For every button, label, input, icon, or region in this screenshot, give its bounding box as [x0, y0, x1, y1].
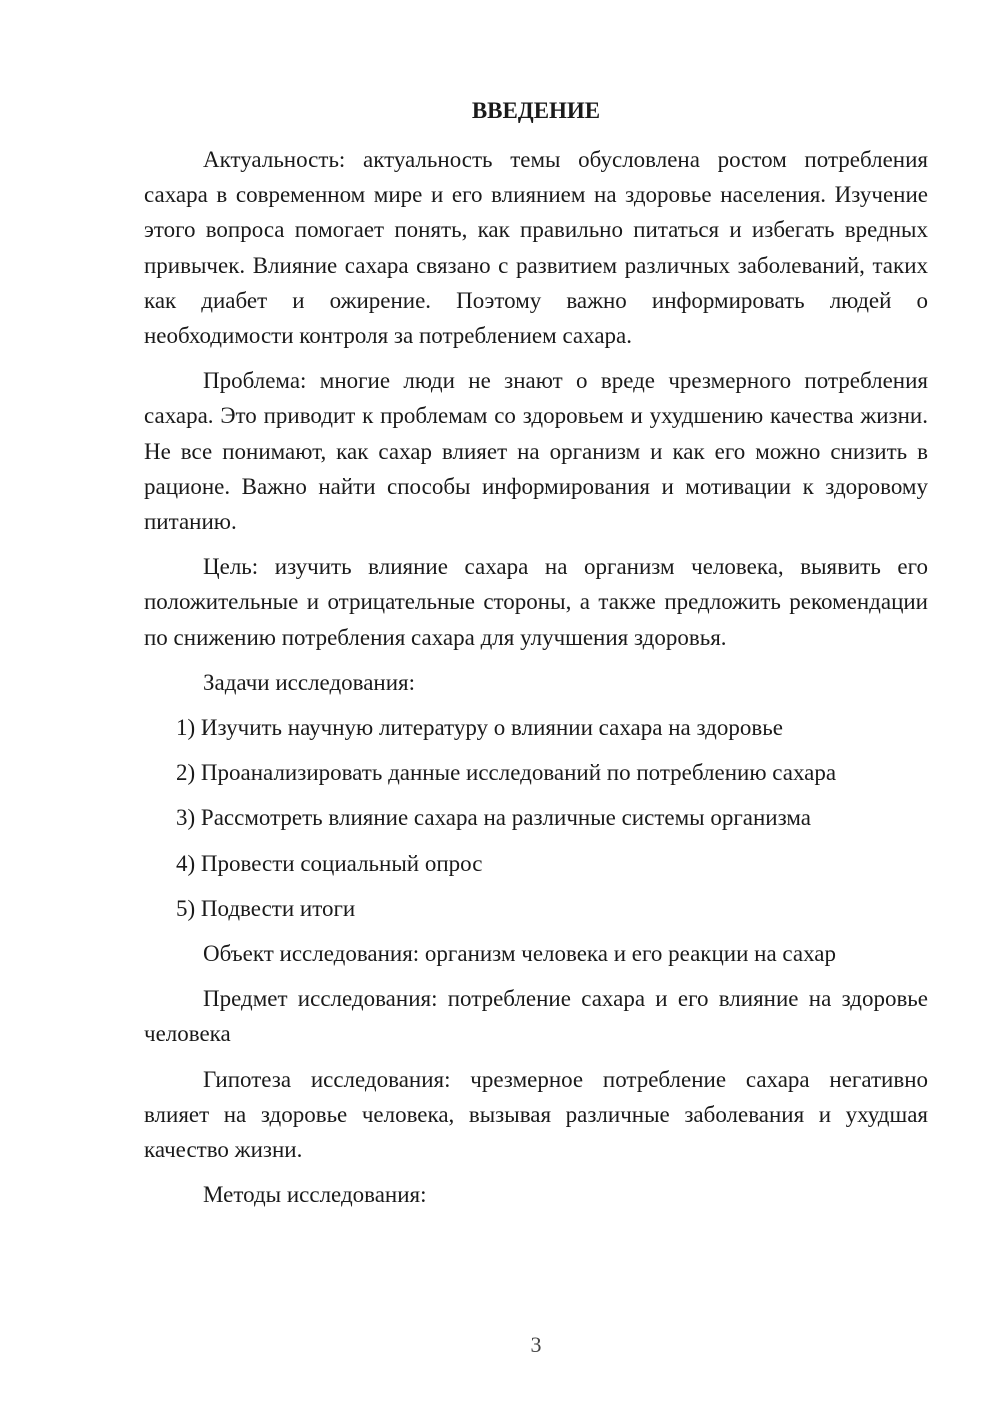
paragraph-goal: Цель: изучить влияние сахара на организм человека, выявить его положительные и отрицательные стороны, а также предложить рекомендации по снижению потребления сахара для улучшения здоровья. — [144, 554, 928, 650]
paragraph-tasks-heading: Задачи исследования: — [203, 669, 416, 695]
task-item-1: 1) Изучить научную литературу о влиянии сахара на здоровье — [176, 715, 783, 741]
task-item-2: 2) Проанализировать данные исследований по потреблению сахара — [176, 760, 837, 786]
page-number: 3 — [530, 1332, 542, 1357]
body-text — [144, 142, 928, 1222]
paragraph-problem: Проблема: многие люди не знают о вреде чрезмерного потребления сахара. Это приводит к проблемам со здоровьем и ухудшению качества жизни. Не все понимают, как сахар влияет на организм и как его можно снизить в рационе. Важно найти способы информирования и мотивации к здоровому питанию. — [144, 368, 928, 535]
section-heading: ВВЕДЕНИЕ — [471, 98, 601, 123]
task-item-5: 5) Подвести итоги — [176, 895, 356, 921]
task-item-3: 3) Рассмотреть влияние сахара на различные системы организма — [176, 805, 811, 831]
task-item-4: 4) Провести социальный опрос — [176, 850, 483, 876]
paragraph-hypothesis: Гипотеза исследования: чрезмерное потребление сахара негативно влияет на здоровье человека, вызывая различные заболевания и ухудшая качество жизни. — [144, 1066, 928, 1163]
paragraph-subject: Предмет исследования: потребление сахара и его влияние на здоровье человека — [144, 986, 928, 1047]
paragraph-methods: Методы исследования: — [203, 1182, 427, 1208]
paragraph-relevance: Актуальность: актуальность темы обусловлена ростом потребления сахара в современном мире и его влиянием на здоровье населения. Изучение этого вопроса помогает понять, как правильно питаться и избегать вредных привычек. Влияние сахара связано с развитием различных заболеваний, таких как диабет и ожирение. Поэтому важно информировать людей о необходимости контроля за потреблением сахара. — [144, 147, 928, 349]
paragraph-object: Объект исследования: организм человека и его реакции на сахар — [203, 941, 837, 967]
